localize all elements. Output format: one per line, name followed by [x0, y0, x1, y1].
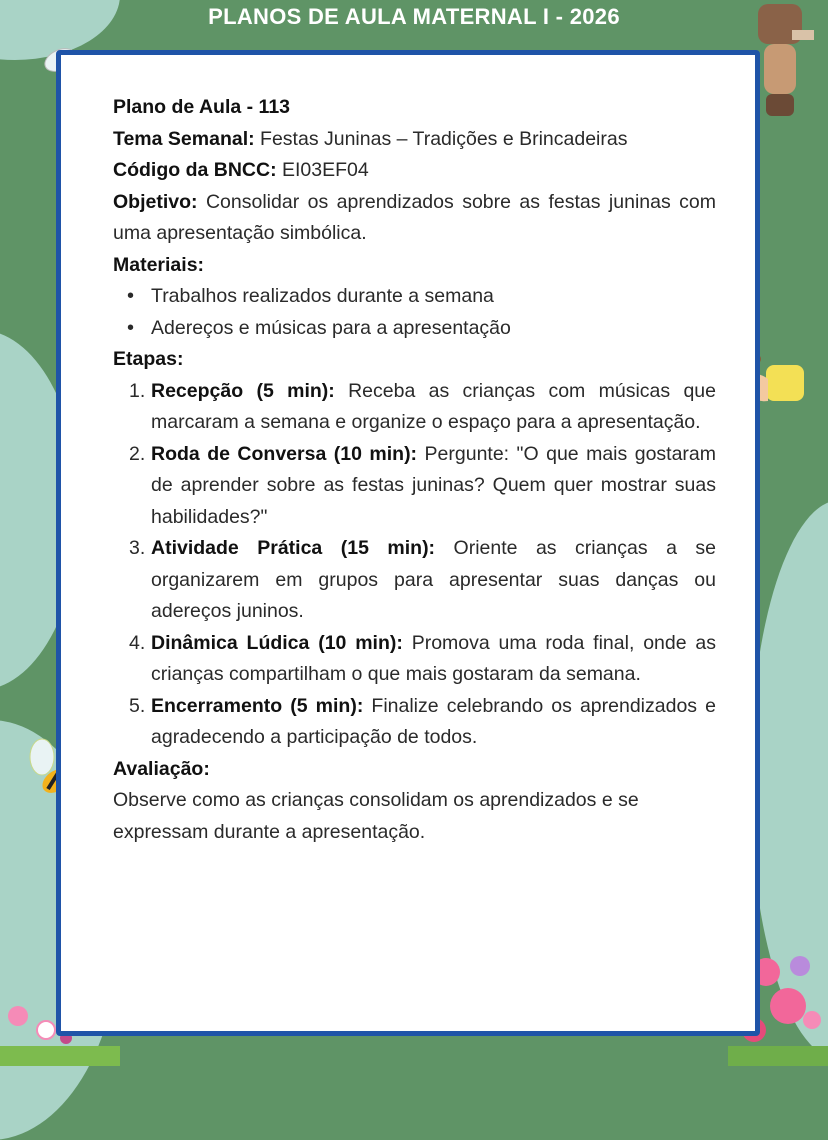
step-number: 3. — [129, 537, 146, 559]
step-text: Oriente as crianças a se organizarem em grupos para apresentar suas danças ou adereços juninos. — [151, 537, 716, 622]
list-item: • Adereços e músicas para a apresentação — [127, 313, 716, 345]
theme-value: Festas Juninas – Tradições e Brincadeiras — [260, 127, 628, 150]
page-title: PLANOS DE AULA MATERNAL I - 2026 — [208, 4, 620, 29]
step-item — [113, 376, 716, 439]
evaluation-label: Avaliação: — [113, 757, 210, 780]
step-number: 2. — [129, 442, 146, 465]
steps-label: Etapas: — [113, 348, 184, 370]
step-title: Atividade Prática (15 min): — [151, 537, 436, 559]
step-number: 1. — [129, 379, 146, 402]
plan-title: Plano de Aula - 113 — [113, 96, 291, 118]
step-number: 5. — [129, 694, 146, 717]
step-item — [113, 628, 716, 691]
step-title: Encerramento (5 min): — [151, 694, 364, 717]
step-text: Finalize celebrando os aprendizados e agradecendo a participação de todos. — [151, 694, 716, 748]
step-title: Recepção (5 min): — [151, 379, 335, 402]
step-text: Receba as crianças com músicas que marcaram a semana e organize o espaço para a apresentação. — [151, 379, 716, 433]
bncc-value: EI03EF04 — [281, 159, 369, 181]
lesson-content — [113, 92, 716, 848]
step-title: Dinâmica Lúdica (10 min): — [151, 631, 403, 654]
step-item — [113, 439, 716, 534]
step-title: Roda de Conversa (10 min): — [151, 442, 418, 465]
objective-value: Consolidar os aprendizados sobre as festas juninas com uma apresentação simbólica. — [113, 190, 716, 244]
materials-list — [113, 281, 716, 344]
bncc-label: Código da BNCC: — [113, 159, 277, 181]
list-item: • Trabalhos realizados durante a semana — [127, 281, 716, 313]
step-number: 4. — [129, 631, 146, 654]
step-text: Promova uma roda final, onde as crianças compartilham o que mais gostaram da semana. — [151, 631, 716, 685]
objective-label: Objetivo: — [113, 190, 198, 213]
evaluation-value: Observe como as crianças consolidam os aprendizados e se expressam durante a apresentação. — [113, 789, 639, 843]
steps-list — [113, 376, 716, 754]
step-item — [113, 533, 716, 628]
step-text: Pergunte: "O que mais gostaram de aprender sobre as festas juninas? Quem quer mostrar suas habilidades?" — [151, 442, 717, 528]
theme-label: Tema Semanal: — [113, 127, 255, 150]
step-item — [113, 691, 716, 754]
materials-label: Materiais: — [113, 253, 205, 276]
